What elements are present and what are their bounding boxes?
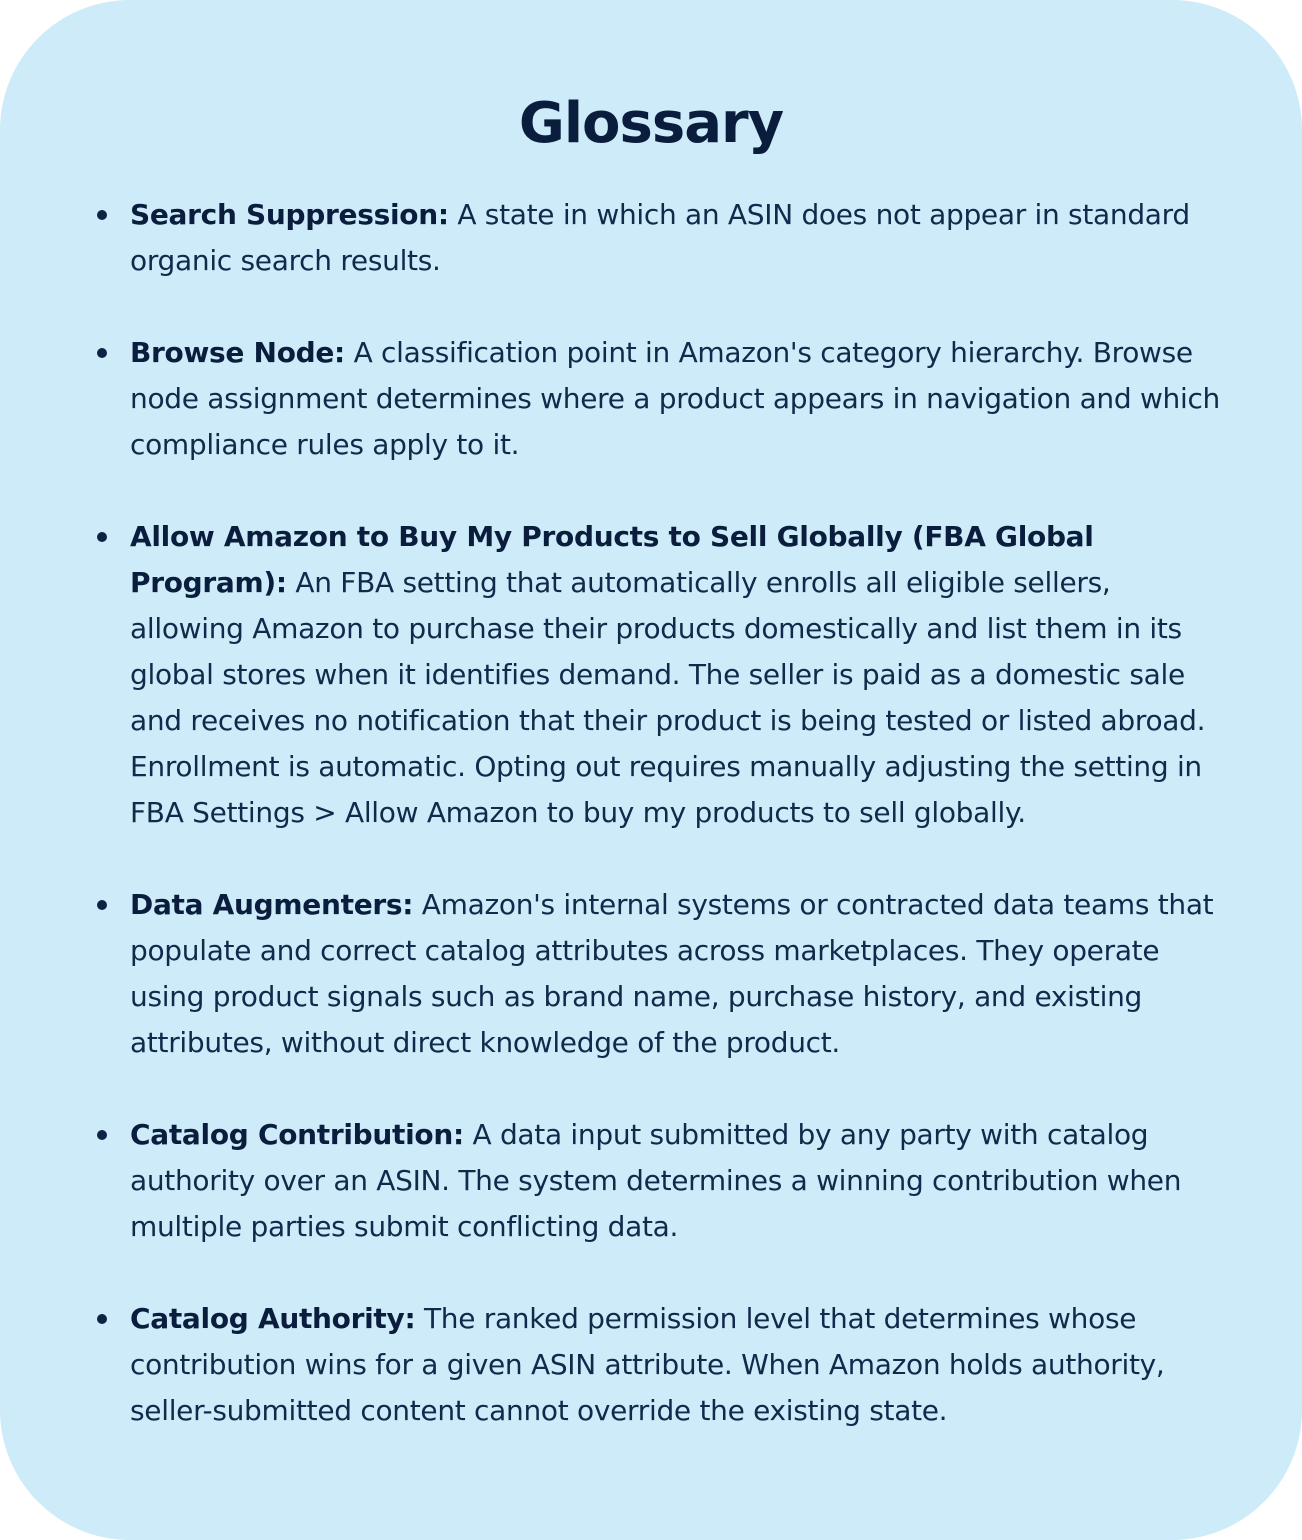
term-name: Catalog Authority: <box>130 1302 416 1335</box>
bullet-icon <box>97 1314 107 1324</box>
bullet-icon <box>97 900 107 910</box>
term-name: Allow Amazon to Buy My Products to Sell Globally (FBA Global Program): <box>130 520 1094 599</box>
term-definition: The ranked permission level that determines whose contribution wins for a given ASIN attribute. When Amazon holds authority, seller-submitted content cannot override the existing state. <box>130 1302 1165 1427</box>
term-name: Search Suppression: <box>130 198 449 231</box>
bullet-icon <box>97 532 107 542</box>
term-name: Catalog Contribution: <box>130 1118 464 1151</box>
term-definition: An FBA setting that automatically enrolls all eligible sellers, allowing Amazon to purchase their products domestically and list them in its global stores when it identifies demand. The seller is paid as a domestic sale and receives no notification that their product is being tested or listed abroad. Enrollment is automatic. Opting out requires manually adjusting the setting in FBA Settings > Allow Amazon to buy my products to sell globally. <box>130 566 1206 829</box>
page-title: Glossary <box>518 91 784 156</box>
term-definition: A classification point in Amazon's category hierarchy. Browse node assignment determines where a product appears in navigation and which compliance rules apply to it. <box>130 336 1221 461</box>
term-definition: Amazon's internal systems or contracted data teams that populate and correct catalog attributes across marketplaces. They operate using product signals such as brand name, purchase history, and existing attributes, without direct knowledge of the product. <box>130 888 1214 1059</box>
glossary-item-catalog-authority <box>130 1296 1230 1434</box>
glossary-item-search-suppression <box>130 192 1230 284</box>
glossary-item-fba-global-program <box>130 514 1230 836</box>
glossary-list <box>130 192 1230 1480</box>
glossary-item-data-augmenters <box>130 882 1230 1066</box>
bullet-icon <box>97 210 107 220</box>
glossary-item-catalog-contribution <box>130 1112 1230 1250</box>
term-definition: A state in which an ASIN does not appear in standard organic search results. <box>130 198 1190 277</box>
bullet-icon <box>97 1130 107 1140</box>
term-name: Browse Node: <box>130 336 345 369</box>
glossary-item-browse-node <box>130 330 1230 468</box>
term-definition: A data input submitted by any party with catalog authority over an ASIN. The system determines a winning contribution when multiple parties submit conflicting data. <box>130 1118 1182 1243</box>
bullet-icon <box>97 348 107 358</box>
term-name: Data Augmenters: <box>130 888 414 921</box>
